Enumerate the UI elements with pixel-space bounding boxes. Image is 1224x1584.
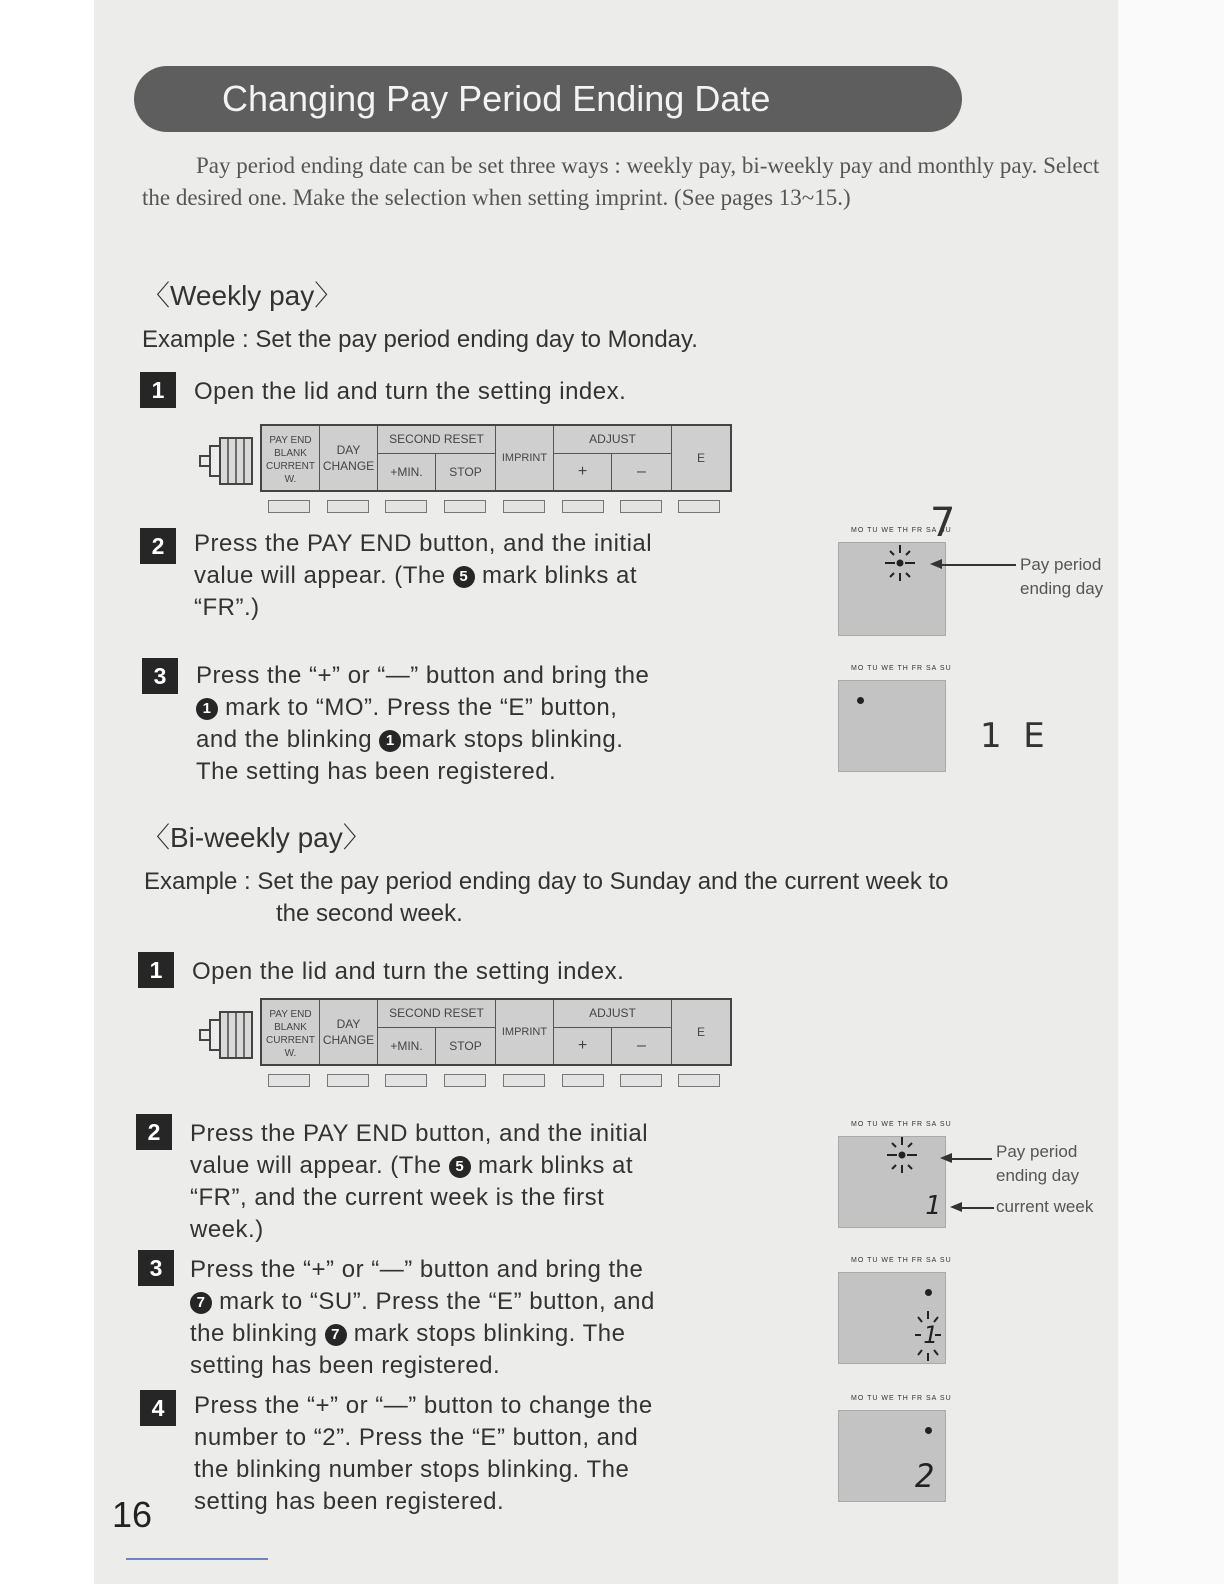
weekly-step3-line-start: and the blinking xyxy=(196,726,373,753)
day-label: DAY xyxy=(336,1017,361,1031)
change-label: CHANGE xyxy=(322,1033,375,1047)
biweekly-step2-line: week.) xyxy=(190,1216,264,1243)
panel-keys xyxy=(268,500,728,514)
min-plus-label: +MIN. xyxy=(378,454,436,490)
stop-label: STOP xyxy=(436,454,496,490)
min-key xyxy=(385,1074,427,1087)
lcd-day-dot xyxy=(857,697,864,704)
weekly-step3-text xyxy=(196,660,649,788)
page-edge xyxy=(1118,0,1224,1584)
blank-label: BLANK xyxy=(274,1022,307,1033)
e-key xyxy=(678,1074,720,1087)
lcd-day-labels: MO TU WE TH FR SA SU xyxy=(851,527,952,534)
weekly-step3-line xyxy=(196,692,649,724)
callout-line xyxy=(960,1207,994,1209)
minus-label: – xyxy=(612,1028,672,1064)
weekly-step2-line-end: mark blinks at xyxy=(481,562,638,589)
biweekly-step1-text: Open the lid and turn the setting index. xyxy=(192,958,625,985)
control-panel-diagram xyxy=(198,424,734,524)
e-label: E xyxy=(696,1025,705,1039)
lcd-week-digit: 2 xyxy=(915,1457,935,1495)
imprint-label: IMPRINT xyxy=(496,426,554,490)
circled-5-mark-icon: 5 xyxy=(449,1156,471,1178)
weekly-step3-line: Press the “+” or “—” button and bring the xyxy=(196,662,650,689)
lcd-display-monday xyxy=(838,665,952,772)
page-number: 16 xyxy=(112,1494,153,1535)
biweekly-step2-line xyxy=(190,1150,648,1182)
biweekly-example-cont: the second week. xyxy=(276,900,463,927)
callout-line2: ending day xyxy=(1020,579,1104,598)
plus-key xyxy=(562,1074,604,1087)
biweekly-step3-number: 3 xyxy=(138,1250,174,1286)
handwritten-1-e: 1 E xyxy=(980,716,1045,756)
biweekly-step1-number: 1 xyxy=(138,952,174,988)
biweekly-step3-text xyxy=(190,1254,655,1382)
biweekly-step3-line xyxy=(190,1286,655,1318)
weekly-step3-number: 3 xyxy=(142,658,178,694)
setting-index-knob-icon xyxy=(198,434,262,486)
panel-strip xyxy=(260,998,732,1066)
biweekly-step2-line: Press the PAY END button, and the initial xyxy=(190,1120,649,1147)
weekly-step2-line: Press the PAY END button, and the initial xyxy=(194,530,653,557)
weekly-step2-line: “FR”.) xyxy=(194,594,260,621)
pay-end-label: PAY END xyxy=(269,435,312,446)
lcd-day-labels: MO TU WE TH FR SA SU xyxy=(851,1257,952,1264)
callout-line2: ending day xyxy=(996,1166,1080,1185)
weekly-step2-number: 2 xyxy=(140,528,176,564)
current-week-label: CURRENT W. xyxy=(266,461,315,485)
circled-1-mark-icon: 1 xyxy=(196,698,218,720)
day-change-key xyxy=(327,500,369,513)
adjust-label: ADJUST xyxy=(554,1000,672,1028)
callout-line1: Pay period xyxy=(1020,555,1102,574)
lcd-week-digit: 1 xyxy=(925,1191,941,1221)
stop-label: STOP xyxy=(436,1028,496,1064)
stop-key xyxy=(444,1074,486,1087)
callout-pay-period xyxy=(1020,553,1103,601)
callout-line xyxy=(950,1158,992,1160)
lcd-display-sunday xyxy=(838,1257,952,1364)
min-key xyxy=(385,500,427,513)
change-label: CHANGE xyxy=(322,459,375,473)
weekly-step3-line: The setting has been registered. xyxy=(196,758,557,785)
footer-rule xyxy=(126,1558,268,1560)
blink-rays-icon xyxy=(875,541,925,587)
biweekly-step4-text xyxy=(194,1390,653,1518)
panel-keys xyxy=(268,1074,728,1088)
second-reset-label: SECOND RESET xyxy=(378,426,496,454)
lcd-day-dot xyxy=(925,1289,932,1296)
lcd-day-dot xyxy=(925,1427,932,1434)
biweekly-step3-line: Press the “+” or “—” button and bring the xyxy=(190,1256,644,1283)
min-plus-label: +MIN. xyxy=(378,1028,436,1064)
day-change-cell xyxy=(320,426,378,490)
plus-label: + xyxy=(554,1028,612,1064)
lcd-display-week-two xyxy=(838,1395,952,1502)
biweekly-step2-line-start: value will appear. (The xyxy=(190,1152,442,1179)
imprint-key xyxy=(503,500,545,513)
pay-end-cell xyxy=(262,1000,320,1064)
circled-1-mark-icon: 1 xyxy=(379,730,401,752)
biweekly-step2-line-end: mark blinks at xyxy=(477,1152,634,1179)
callout-line1: Pay period xyxy=(996,1142,1078,1161)
panel-strip xyxy=(260,424,732,492)
biweekly-step2-text xyxy=(190,1118,648,1246)
blank-label: BLANK xyxy=(274,448,307,459)
weekly-step3-line-text: mark to “MO”. Press the “E” button, xyxy=(225,694,618,721)
minus-label: – xyxy=(612,454,672,490)
biweekly-step4-number: 4 xyxy=(140,1390,176,1426)
plus-label: + xyxy=(554,454,612,490)
biweekly-step3-line: setting has been registered. xyxy=(190,1352,501,1379)
weekly-step2-line xyxy=(194,560,652,592)
weekly-step2-text xyxy=(194,528,652,624)
day-label: DAY xyxy=(336,443,361,457)
e-label: E xyxy=(696,451,705,465)
minus-key xyxy=(620,500,662,513)
weekly-step3-line-end: mark stops blinking. xyxy=(401,726,624,753)
stop-key xyxy=(444,500,486,513)
setting-index-knob-icon xyxy=(198,1008,262,1060)
biweekly-step4-line: the blinking number stops blinking. The xyxy=(194,1456,630,1483)
day-change-cell xyxy=(320,1000,378,1064)
biweekly-step3-line-text: mark to “SU”. Press the “E” button, and xyxy=(219,1288,655,1315)
page-title: Changing Pay Period Ending Date xyxy=(222,78,771,119)
biweekly-step3-line xyxy=(190,1318,655,1350)
pay-end-key xyxy=(268,500,310,513)
callout-line xyxy=(940,564,1016,566)
lcd-display-pay-end xyxy=(838,527,952,636)
weekly-step1-number: 1 xyxy=(140,372,176,408)
circled-5-mark-icon: 5 xyxy=(453,566,475,588)
e-key xyxy=(678,500,720,513)
callout-pay-period xyxy=(996,1140,1079,1188)
intro-paragraph: Pay period ending date can be set three ways : weekly pay, bi-weekly pay and monthly pay. Select the desired one. Make the selection when setting imprint. (See pages 13~15.) xyxy=(142,153,1100,210)
minus-key xyxy=(620,1074,662,1087)
blink-rays-icon xyxy=(877,1133,927,1179)
pay-end-cell xyxy=(262,426,320,490)
imprint-label: IMPRINT xyxy=(496,1000,554,1064)
weekly-step3-line xyxy=(196,724,649,756)
second-reset-label: SECOND RESET xyxy=(378,1000,496,1028)
biweekly-step3-line-end: mark stops blinking. The xyxy=(353,1320,626,1347)
lcd-day-labels: MO TU WE TH FR SA SU xyxy=(851,1121,952,1128)
lcd-day-labels: MO TU WE TH FR SA SU xyxy=(851,665,952,672)
day-change-key xyxy=(327,1074,369,1087)
lcd-day-labels: MO TU WE TH FR SA SU xyxy=(851,1395,952,1402)
adjust-label: ADJUST xyxy=(554,426,672,454)
pay-end-label: PAY END xyxy=(269,1009,312,1020)
biweekly-example: Example : Set the pay period ending day to Sunday and the current week to xyxy=(144,868,949,895)
biweekly-step4-line: Press the “+” or “—” button to change the xyxy=(194,1392,653,1419)
current-week-label: CURRENT W. xyxy=(266,1035,315,1059)
lcd-display-pay-end-week xyxy=(838,1121,952,1228)
weekly-example: Example : Set the pay period ending day to Monday. xyxy=(142,326,698,353)
biweekly-step4-line: setting has been registered. xyxy=(194,1488,505,1515)
circled-7-mark-icon: 7 xyxy=(190,1292,212,1314)
biweekly-step3-line-start: the blinking xyxy=(190,1320,318,1347)
callout-current-week: current week xyxy=(996,1197,1094,1216)
circled-7-mark-icon: 7 xyxy=(325,1324,347,1346)
lcd-week-digit: 1 xyxy=(923,1321,938,1349)
biweekly-step2-line: “FR”, and the current week is the first xyxy=(190,1184,605,1211)
weekly-step2-line-start: value will appear. (The xyxy=(194,562,446,589)
weekly-step1-text: Open the lid and turn the setting index. xyxy=(194,378,627,405)
weekly-heading: 〈Weekly pay〉 xyxy=(142,280,343,311)
pay-end-key xyxy=(268,1074,310,1087)
title-banner xyxy=(134,66,962,132)
imprint-key xyxy=(503,1074,545,1087)
biweekly-step4-line: number to “2”. Press the “E” button, and xyxy=(194,1424,639,1451)
control-panel-diagram xyxy=(198,998,734,1098)
handwritten-7: 7 xyxy=(930,500,956,546)
biweekly-step2-number: 2 xyxy=(136,1114,172,1150)
plus-key xyxy=(562,500,604,513)
biweekly-heading: 〈Bi-weekly pay〉 xyxy=(142,822,371,853)
